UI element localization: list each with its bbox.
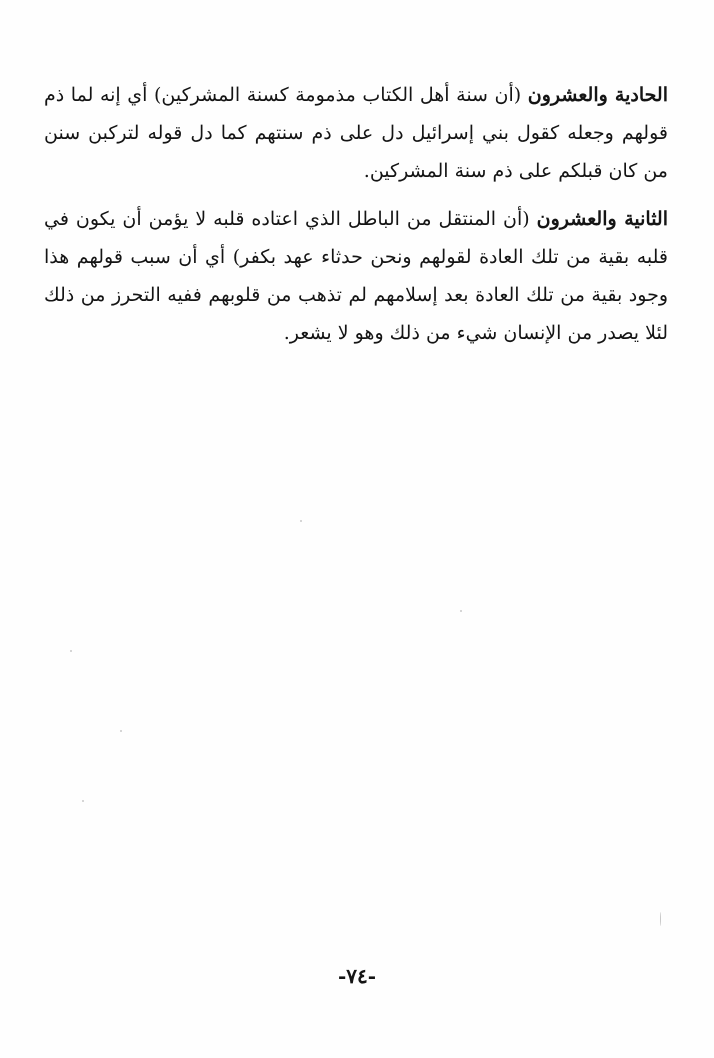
scan-speck bbox=[82, 800, 84, 802]
paragraph-heading: الثانية والعشرون bbox=[536, 208, 668, 230]
page-number: -٧٤- bbox=[337, 964, 377, 988]
scan-speck bbox=[70, 650, 72, 652]
scan-speck bbox=[300, 520, 302, 522]
paragraph-body: (أن سنة أهل الكتاب مذمومة كسنة المشركين) أي إنه لما ذم قولهم وجعله كقول بني إسرائيل دل على ذم سنتهم كما دل قوله لتركبن سنن من كان قبلكم على ذم سنة المشركين. bbox=[44, 84, 668, 182]
paragraph-twenty-second bbox=[44, 200, 668, 352]
scan-speck bbox=[660, 912, 661, 926]
paragraph-twenty-first bbox=[44, 76, 668, 190]
scan-speck bbox=[120, 730, 122, 732]
scan-speck bbox=[460, 610, 462, 612]
paragraph-body: (أن المنتقل من الباطل الذي اعتاده قلبه لا يؤمن أن يكون في قلبه بقية من تلك العادة لقولهم ونحن حدثاء عهد بكفر) أي أن سبب قولهم هذا وجود بقية من تلك العادة بعد إسلامهم لم تذهب من قلوبهم ففيه التحرز من ذلك لئلا يصدر من الإنسان شيء من ذلك وهو لا يشعر. bbox=[44, 208, 668, 344]
paragraph-heading: الحادية والعشرون bbox=[527, 84, 668, 106]
